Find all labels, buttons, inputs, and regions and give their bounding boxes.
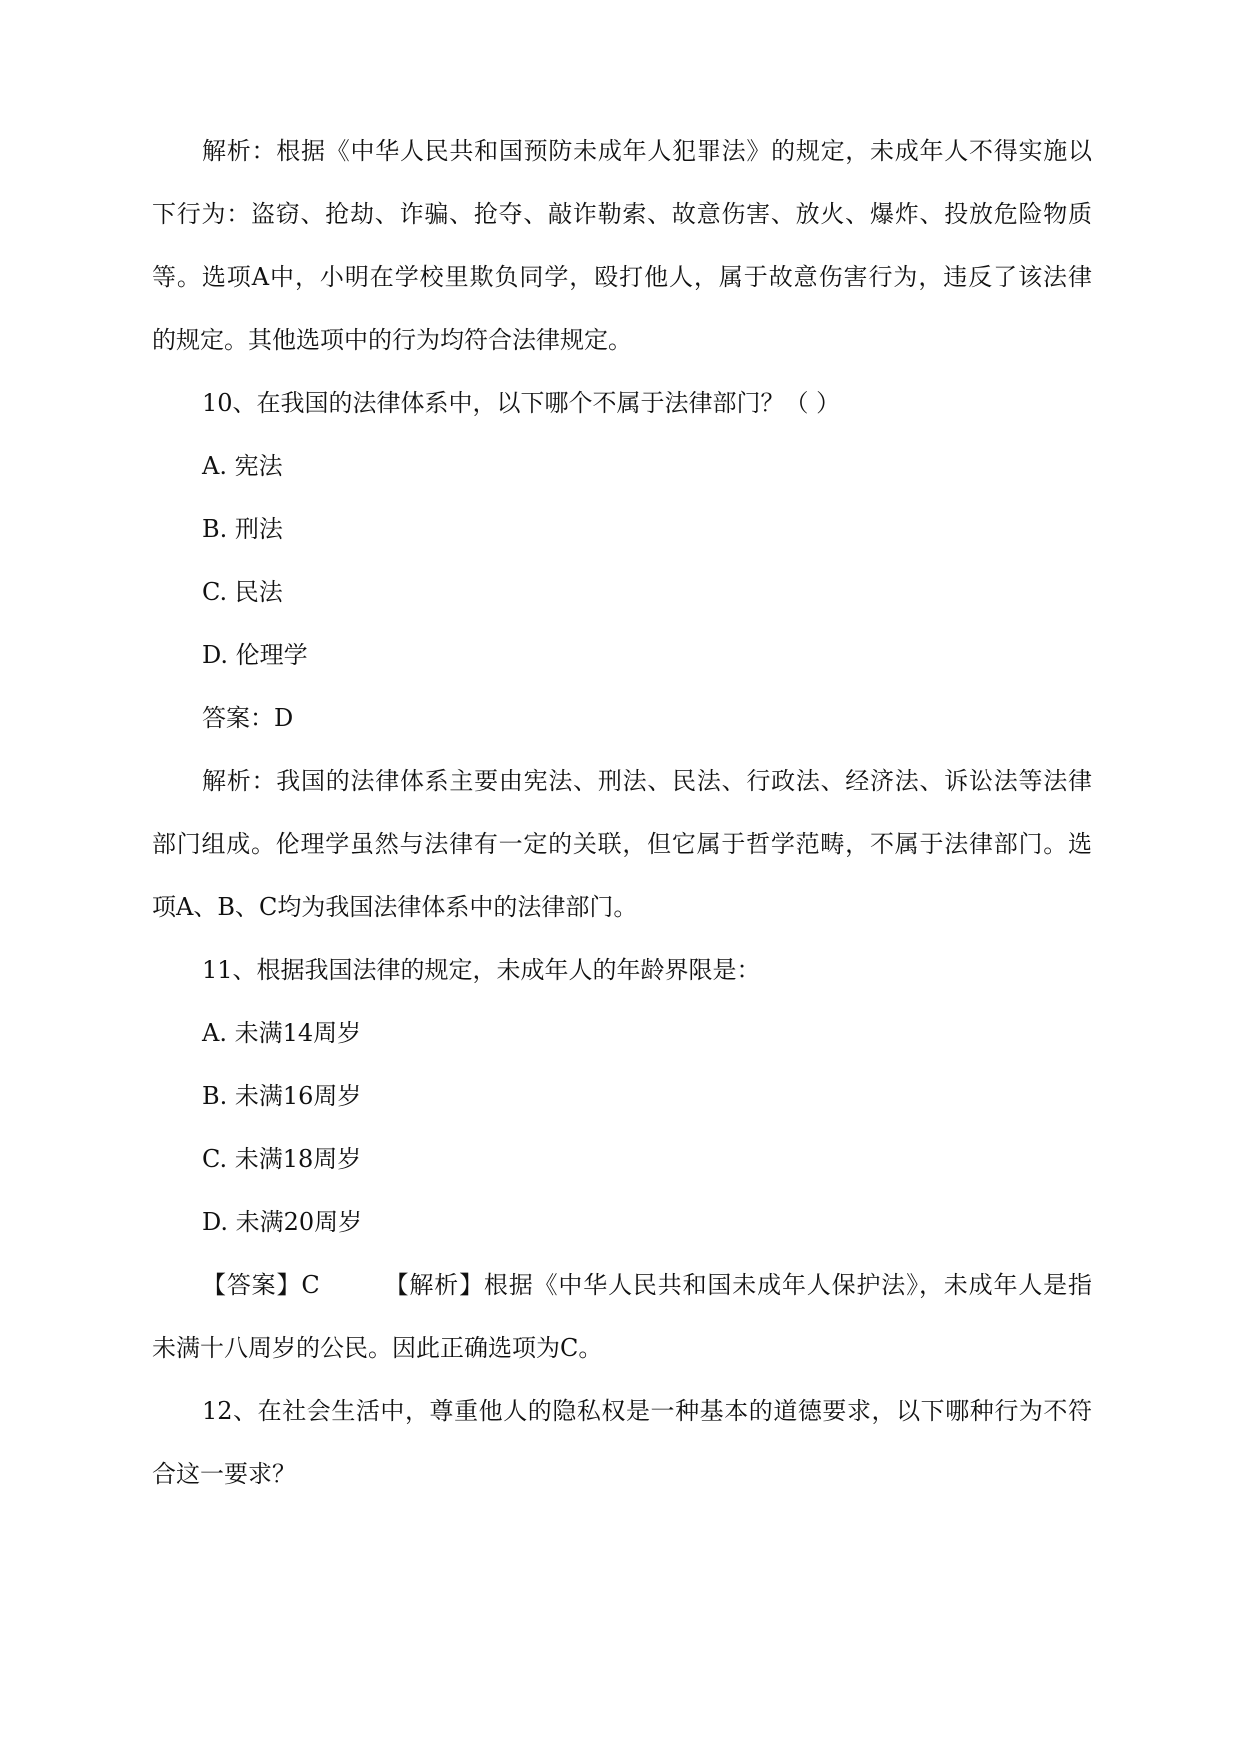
q11-analysis-line-2: 未满十八周岁的公民。因此正确选项为C。 (152, 1334, 603, 1362)
analysis-q9-line-1: 解析：根据《中华人民共和国预防未成年人犯罪法》的规定，未成年人不得实施以 (202, 137, 1092, 165)
question-11: 11、根据我国法律的规定，未成年人的年龄界限是： (202, 956, 761, 984)
q10-option-d: D. 伦理学 (202, 641, 308, 669)
q10-analysis-line-1: 解析：我国的法律体系主要由宪法、刑法、民法、行政法、经济法、诉讼法等法律 (202, 767, 1092, 795)
analysis-q9-line-4: 的规定。其他选项中的行为均符合法律规定。 (152, 326, 632, 354)
q10-option-a: A. 宪法 (202, 452, 283, 480)
q11-answer: 【答案】C (202, 1271, 320, 1299)
q11-option-b: B. 未满16周岁 (202, 1082, 362, 1110)
question-10: 10、在我国的法律体系中，以下哪个不属于法律部门？（ ） (202, 389, 841, 417)
q10-analysis-line-2: 部门组成。伦理学虽然与法律有一定的关联，但它属于哲学范畴，不属于法律部门。选 (152, 830, 1092, 858)
q10-analysis-line-3: 项A、B、C均为我国法律体系中的法律部门。 (152, 893, 638, 921)
q10-option-c: C. 民法 (202, 578, 283, 606)
analysis-q9-line-2: 下行为：盗窃、抢劫、诈骗、抢夺、敲诈勒索、故意伤害、放火、爆炸、投放危险物质 (152, 200, 1092, 228)
q10-option-b: B. 刑法 (202, 515, 283, 543)
q11-answer-line (202, 1267, 1092, 1303)
question-12-line-2: 合这一要求？ (152, 1460, 296, 1488)
analysis-q9-line-3: 等。选项A中，小明在学校里欺负同学，殴打他人，属于故意伤害行为，违反了该法律 (152, 263, 1092, 291)
q11-option-d: D. 未满20周岁 (202, 1208, 363, 1236)
q10-answer: 答案：D (202, 704, 294, 732)
q11-option-a: A. 未满14周岁 (202, 1019, 362, 1047)
q11-option-c: C. 未满18周岁 (202, 1145, 362, 1173)
question-12-line-1: 12、在社会生活中，尊重他人的隐私权是一种基本的道德要求，以下哪种行为不符 (202, 1397, 1092, 1425)
q11-analysis-line-1: 【解析】根据《中华人民共和国未成年人保护法》，未成年人是指 (383, 1271, 1092, 1299)
